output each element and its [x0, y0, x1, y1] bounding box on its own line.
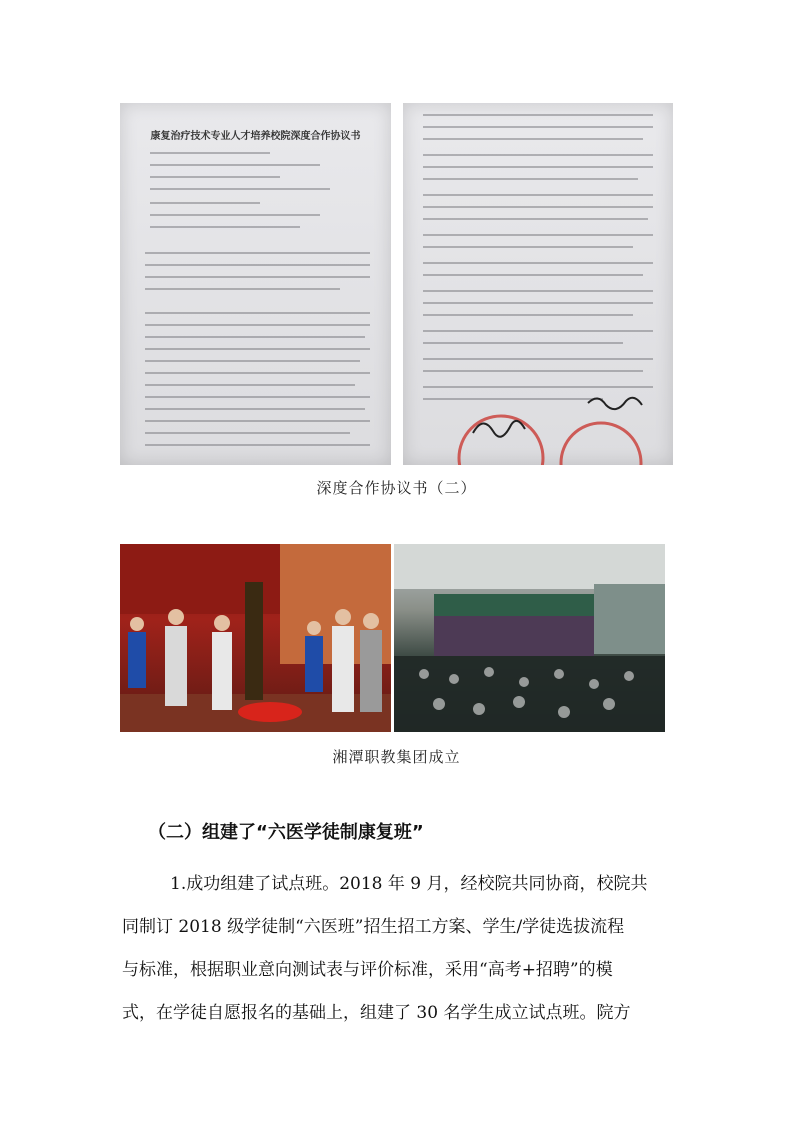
caption-agreement: 深度合作协议书（二） — [316, 479, 477, 497]
plaque — [245, 582, 263, 700]
paragraph-line: 式，在学徒自愿报名的基础上，组建了 30 名学生成立试点班。院方 — [122, 1003, 631, 1023]
paragraph-line: 1.成功组建了试点班。2018 年 9 月，经校院共同协商，校院共 — [170, 874, 648, 894]
agreement-photo-right — [403, 103, 673, 465]
conference-photo — [394, 544, 665, 732]
agreement-photo-left — [120, 103, 391, 465]
ceremony-photo — [120, 544, 391, 732]
ceremony-scene — [120, 544, 391, 732]
agreement-text-lines — [403, 103, 673, 465]
paragraph-line: 同制订 2018 级学徒制“六医班”招生招工方案、学生/学徒选拔流程 — [122, 917, 625, 937]
agreement-text-lines — [120, 103, 391, 465]
caption-vocational-group: 湘潭职教集团成立 — [332, 748, 461, 766]
section-heading: （二）组建了“六医学徒制康复班” — [148, 822, 424, 843]
signature-icon — [473, 421, 525, 437]
agreement-title: 康复治疗技术专业人才培养校院深度合作协议书 — [150, 131, 361, 142]
conference-scene — [394, 544, 665, 732]
paragraph-line: 与标准，根据职业意向测试表与评价标准，采用“高考+招聘”的模 — [122, 960, 613, 980]
